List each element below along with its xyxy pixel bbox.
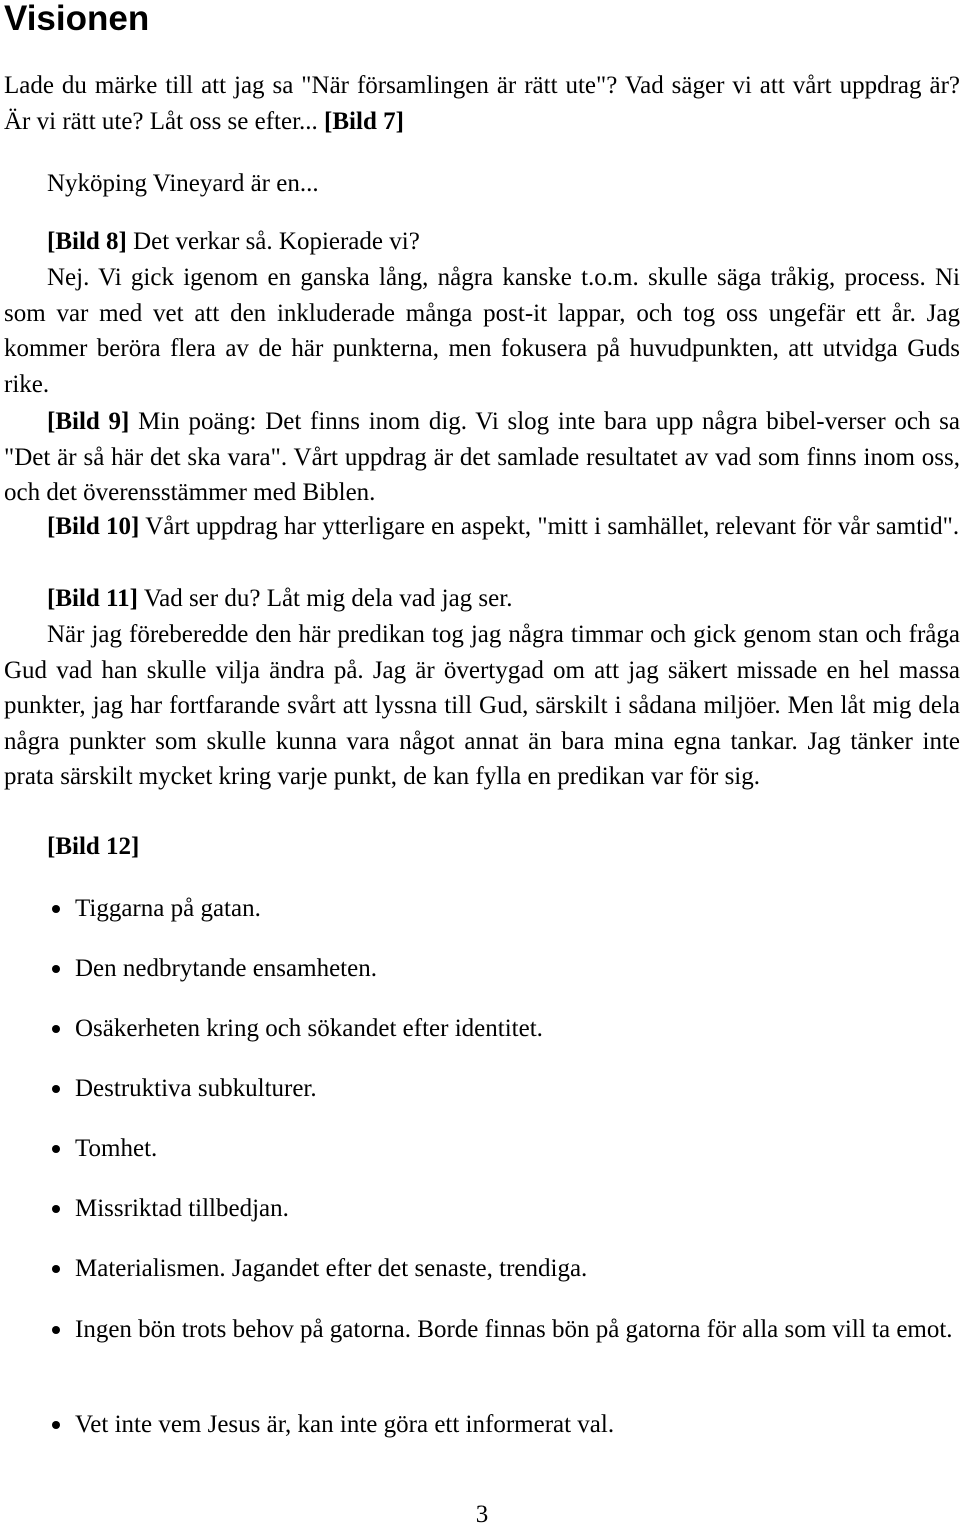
bullet-icon — [52, 1205, 60, 1213]
list-item — [4, 1071, 960, 1106]
paragraph-text: Det verkar så. Kopierade vi? — [133, 228, 420, 255]
slide-reference: [Bild 12] — [47, 833, 140, 860]
paragraph-process — [4, 260, 960, 402]
list-item — [4, 1131, 960, 1166]
slide-reference: [Bild 8] — [47, 228, 127, 255]
list-item — [4, 1407, 960, 1442]
slide-reference: [Bild 10] — [47, 513, 140, 540]
list-item-text: Tiggarna på gatan. — [75, 895, 261, 922]
paragraph-text: Vårt uppdrag har ytterligare en aspekt, "mitt i samhället, relevant för vår samtid". — [145, 513, 960, 540]
list-item-text: Destruktiva subkulturer. — [75, 1075, 317, 1102]
list-item-text: Den nedbrytande ensamheten. — [75, 955, 377, 982]
slide-reference: [Bild 11] — [47, 585, 138, 612]
page-title: Visionen — [4, 0, 150, 38]
bullet-icon — [52, 1025, 60, 1033]
paragraph-copied — [4, 224, 960, 260]
bullet-icon — [52, 1421, 60, 1429]
paragraph-text: Nyköping Vineyard är en... — [47, 170, 319, 197]
list-item — [4, 1251, 960, 1286]
bullet-icon — [52, 1326, 60, 1334]
paragraph-slide-12 — [4, 829, 960, 865]
list-item — [4, 1191, 960, 1226]
list-item-text: Ingen bön trots behov på gatorna. Borde finnas bön på gatorna för alla som vill ta emot. — [75, 1316, 953, 1343]
bullet-icon — [52, 1145, 60, 1153]
bullet-icon — [52, 1085, 60, 1093]
list-item — [4, 951, 960, 986]
bullet-icon — [52, 905, 60, 913]
page-number: 3 — [475, 1501, 489, 1528]
list-item-text: Osäkerheten kring och sökandet efter identitet. — [75, 1015, 543, 1042]
paragraph-preparation — [4, 617, 960, 795]
paragraph-text: Lade du märke till att jag sa "När församlingen är rätt ute"? Vad säger vi att vårt uppdrag är? Är vi rätt ute? Låt oss se efter... — [4, 72, 960, 135]
paragraph-text: När jag föreberedde den här predikan tog jag några timmar och gick genom stan och fråga Gud vad han skulle vilja ändra på. Jag är övertygad om att jag säkert missade en hel massa punkter, jag har fortfarande svårt att lyssna till Gud, särskilt i sådana miljöer. Men låt mig dela några punkter som skulle kunna vara något annat än bara mina egna tankar. Jag tänker inte prata särskilt mycket kring varje punkt, de kan fylla en predikan var för sig. — [4, 621, 960, 790]
paragraph-text: Vad ser du? Låt mig dela vad jag ser. — [143, 585, 513, 612]
list-item-text: Materialismen. Jagandet efter det senaste, trendiga. — [75, 1255, 588, 1282]
paragraph-text: Min poäng: Det finns inom dig. Vi slog inte bara upp några bibel-verser och sa "Det är så här det ska vara". Vårt uppdrag är det samlade resultatet av vad som finns inom oss, och det överensstämmer med Biblen. — [4, 408, 960, 506]
paragraph-vineyard — [4, 166, 960, 202]
bullet-icon — [52, 1265, 60, 1273]
list-item — [4, 1312, 960, 1347]
list-item — [4, 1011, 960, 1046]
list-item-text: Vet inte vem Jesus är, kan inte göra ett informerat val. — [75, 1411, 615, 1438]
slide-reference: [Bild 9] — [47, 408, 130, 435]
paragraph-point — [4, 404, 960, 511]
list-item-text: Missriktad tillbedjan. — [75, 1195, 289, 1222]
list-item — [4, 891, 960, 926]
paragraph-aspect — [4, 509, 960, 545]
paragraph-intro — [4, 68, 960, 139]
paragraph-text: Nej. Vi gick igenom en ganska lång, några kanske t.o.m. skulle säga tråkig, process. Ni som var med vet att den inkluderade många post-it lappar, och tog oss ungefär ett år. Jag kommer beröra flera av de här punkterna, men fokusera på huvudpunkten, att utvidga Guds rike. — [4, 264, 960, 398]
list-item-text: Tomhet. — [75, 1135, 158, 1162]
paragraph-what-do-you-see — [4, 581, 960, 617]
bullet-icon — [52, 965, 60, 973]
slide-reference: [Bild 7] — [324, 107, 404, 135]
